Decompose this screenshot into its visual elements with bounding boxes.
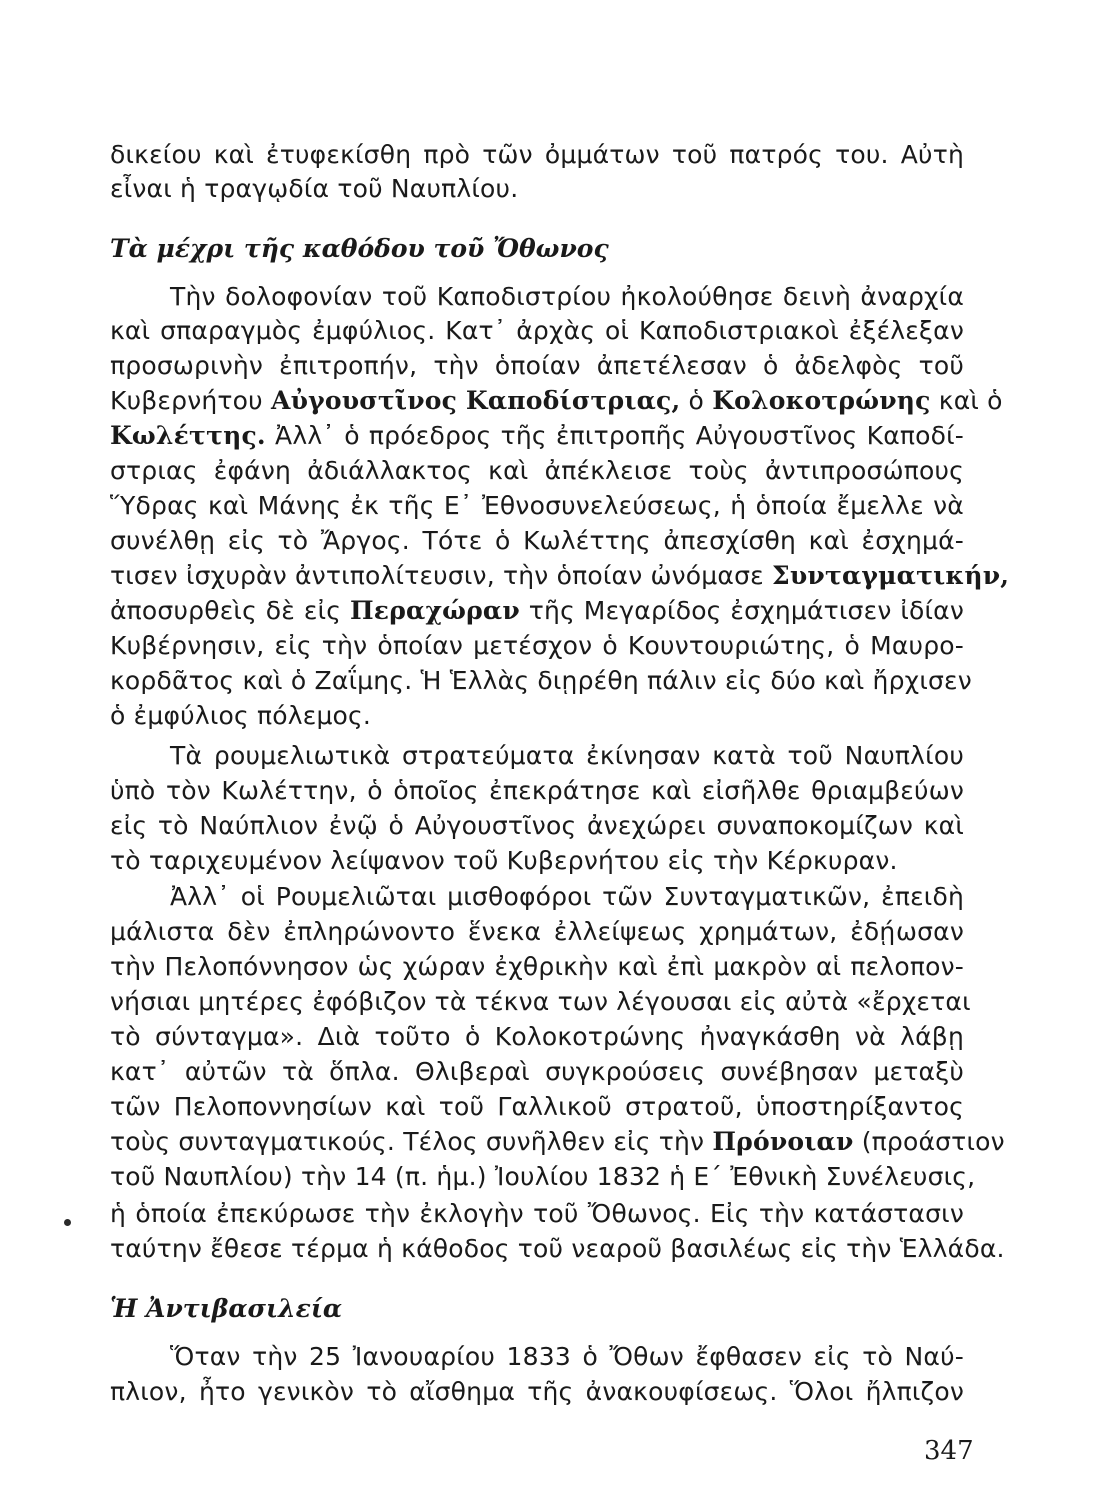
text-line: Ἀλλ᾽ οἱ Ρουμελιῶται μισθοφόροι τῶν Συνταγματικῶν, ἐπειδὴ (170, 882, 964, 911)
bold-name: Αὐγουστῖνος Καποδίστριας, (270, 386, 681, 415)
text-line: Τὴν δολοφονίαν τοῦ Καποδιστρίου ἠκολούθησε δεινὴ ἀναρχία (170, 282, 964, 311)
bold-name: Κωλέττης. (110, 421, 266, 450)
text-line: εἶναι ἡ τραγῳδία τοῦ Ναυπλίου. (110, 174, 519, 203)
text-line: ἀποσυρθεὶς δὲ εἰς Περαχώραν τῆς Μεγαρίδος ἐσχημάτισεν ἰδίαν (110, 596, 964, 625)
text-line: Κωλέττης. Ἀλλ᾽ ὁ πρόεδρος τῆς ἐπιτροπῆς Αὐγουστῖνος Καποδί- (110, 421, 964, 450)
text-line: δικείου καὶ ἐτυφεκίσθη πρὸ τῶν ὀμμάτων τοῦ πατρός του. Αὐτὴ (110, 140, 964, 169)
text-line: προσωρινὴν ἐπιτροπήν, τὴν ὁποίαν ἀπετέλεσαν ὁ ἀδελφὸς τοῦ (110, 351, 964, 380)
bold-term: Συνταγματικήν, (772, 561, 1010, 590)
text-line: κατ᾽ αὐτῶν τὰ ὅπλα. Θλιβεραὶ συγκρούσεις συνέβησαν μεταξὺ (110, 1057, 964, 1086)
text-line: πλιον, ἦτο γενικὸν τὸ αἴσθημα τῆς ἀνακουφίσεως. Ὅλοι ἤλπιζον (110, 1377, 964, 1406)
text-line: νήσιαι μητέρες ἐφόβιζον τὰ τέκνα των λέγουσαι εἰς αὐτὰ «ἔρχεται (110, 987, 971, 1016)
text-line: Ὕδρας καὶ Μάνης ἐκ τῆς Ε᾽ Ἐθνοσυνελεύσεως, ἡ ὁποία ἔμελλε νὰ (110, 491, 964, 520)
text-line: μάλιστα δὲν ἐπληρώνοντο ἕνεκα ἐλλείψεως χρημάτων, ἐδῄωσαν (110, 917, 964, 946)
text-line: τὸ σύνταγμα». Διὰ τοῦτο ὁ Κολοκοτρώνης ἠναγκάσθη νὰ λάβῃ (110, 1022, 964, 1051)
text-line: Ὅταν τὴν 25 Ἰανουαρίου 1833 ὁ Ὄθων ἔφθασεν εἰς τὸ Ναύ- (170, 1342, 964, 1371)
text-line: κορδᾶτος καὶ ὁ Ζαΐμης. Ἡ Ἑλλὰς διῃρέθη πάλιν εἰς δύο καὶ ἤρχισεν (110, 666, 972, 695)
text-line: Κυβερνήτου Αὐγουστῖνος Καποδίστριας, ὁ Κολοκοτρώνης καὶ ὁ (110, 386, 1003, 415)
text-line: ὁ ἐμφύλιος πόλεμος. (110, 701, 372, 730)
text-line: τισεν ἰσχυρὰν ἀντιπολίτευσιν, τὴν ὁποίαν ὠνόμασε Συνταγματικήν, (110, 561, 1010, 590)
text-line: τοῦ Ναυπλίου) τὴν 14 (π. ἡμ.) Ἰουλίου 1832 ἡ Ε΄ Ἐθνικὴ Συνέλευσις, (110, 1162, 976, 1191)
text-line: ἡ ὁποία ἐπεκύρωσε τὴν ἐκλογὴν τοῦ Ὄθωνος. Εἰς τὴν κατάστασιν (110, 1199, 964, 1228)
bold-place: Πρόνοιαν (712, 1127, 854, 1156)
text-line: τὸ ταριχευμένον λείψανον τοῦ Κυβερνήτου εἰς τὴν Κέρκυραν. (110, 846, 898, 875)
text-line: τὴν Πελοπόννησον ὡς χώραν ἐχθρικὴν καὶ ἐπὶ μακρὸν αἱ πελοπον- (110, 952, 964, 981)
text-line: στριας ἐφάνη ἀδιάλλακτος καὶ ἀπέκλεισε τοὺς ἀντιπροσώπους (110, 456, 964, 485)
bold-name: Κολοκοτρώνης (712, 386, 931, 415)
section-heading: Ἡ Ἀντιβασιλεία (110, 1294, 343, 1323)
text-line: ὑπὸ τὸν Κωλέττην, ὁ ὁποῖος ἐπεκράτησε καὶ εἰσῆλθε θριαμβεύων (110, 776, 964, 805)
text-line: καὶ σπαραγμὸς ἐμφύλιος. Κατ᾽ ἀρχὰς οἱ Καποδιστριακοὶ ἐξέλεξαν (110, 316, 964, 345)
bold-place: Περαχώραν (349, 596, 520, 625)
text-line: ταύτην ἔθεσε τέρμα ἡ κάθοδος τοῦ νεαροῦ βασιλέως εἰς τὴν Ἑλλάδα. (110, 1234, 1005, 1263)
text-line: συνέλθῃ εἰς τὸ Ἄργος. Τότε ὁ Κωλέττης ἀπεσχίσθη καὶ ἐσχημά- (110, 526, 964, 555)
text-line: τοὺς συνταγματικούς. Τέλος συνῆλθεν εἰς τὴν Πρόνοιαν (προάστιον (110, 1127, 1005, 1156)
text-line: εἰς τὸ Ναύπλιον ἐνῷ ὁ Αὐγουστῖνος ἀνεχώρει συναποκομίζων καὶ (110, 811, 964, 840)
section-heading: Τὰ μέχρι τῆς καθόδου τοῦ Ὄθωνος (110, 234, 609, 263)
margin-dot (64, 1219, 71, 1226)
text-line: Κυβέρνησιν, εἰς τὴν ὁποίαν μετέσχον ὁ Κουντουριώτης, ὁ Μαυρο- (110, 631, 964, 660)
text-line: Τὰ ρουμελιωτικὰ στρατεύματα ἐκίνησαν κατὰ τοῦ Ναυπλίου (170, 741, 964, 770)
page-number: 347 (924, 1436, 974, 1466)
text-line: τῶν Πελοποννησίων καὶ τοῦ Γαλλικοῦ στρατοῦ, ὑποστηρίξαντος (110, 1092, 964, 1121)
